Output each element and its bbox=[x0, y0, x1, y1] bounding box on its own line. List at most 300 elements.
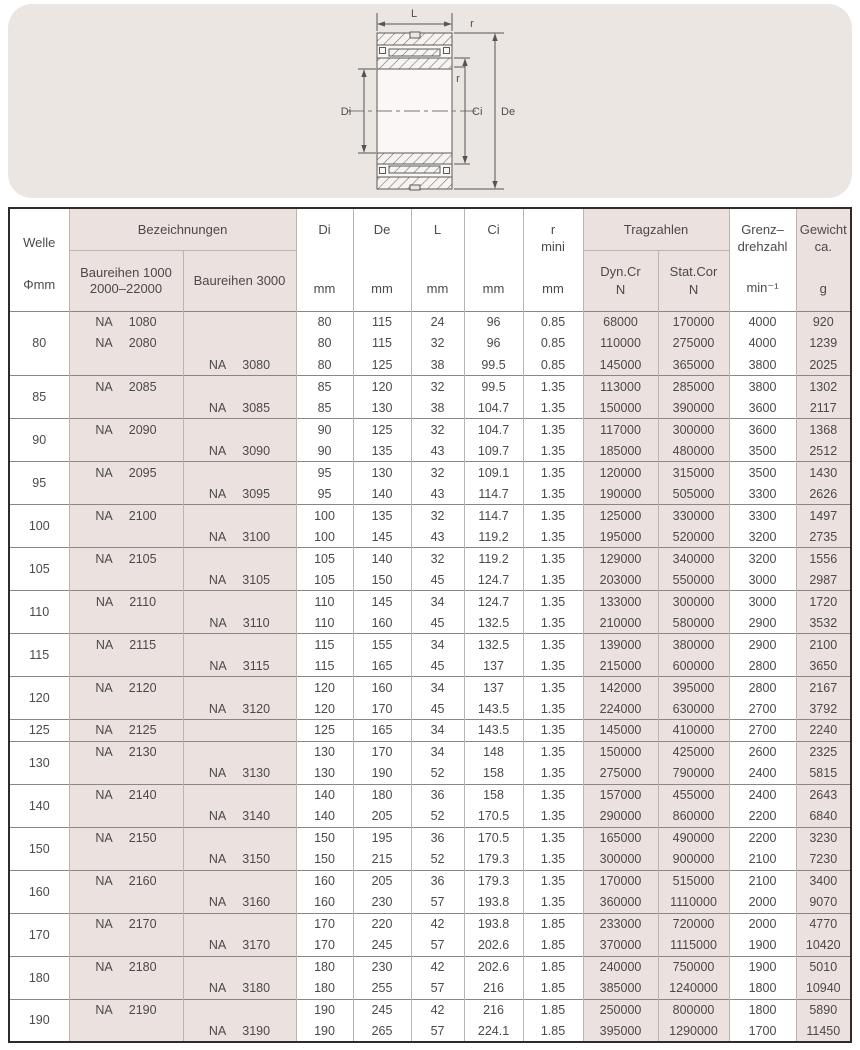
stat-cell: 380000 bbox=[658, 634, 729, 656]
stat-cell: 860000 bbox=[658, 806, 729, 828]
ci-cell: 143.5 bbox=[464, 720, 523, 742]
table-row bbox=[9, 505, 851, 527]
designation-3000-cell bbox=[183, 634, 296, 656]
ci-cell: 99.5 bbox=[464, 354, 523, 376]
dyn-cell: 145000 bbox=[583, 354, 658, 376]
gew-cell: 3792 bbox=[796, 698, 851, 720]
di-cell: 125 bbox=[296, 720, 353, 742]
welle-cell: 160 bbox=[9, 870, 69, 913]
designation-1000-cell bbox=[69, 419, 183, 441]
dyn-cell: 395000 bbox=[583, 1021, 658, 1043]
designation-1000-number: 2085 bbox=[128, 379, 157, 394]
table-row bbox=[9, 440, 851, 462]
table-row bbox=[9, 870, 851, 892]
table-row bbox=[9, 376, 851, 398]
designation-1000-prefix: NA bbox=[95, 551, 113, 566]
l-cell: 32 bbox=[411, 548, 464, 570]
gew-cell: 2626 bbox=[796, 483, 851, 505]
table-row bbox=[9, 999, 851, 1021]
designation-3000-prefix: NA bbox=[208, 357, 227, 372]
table-row bbox=[9, 483, 851, 505]
designation-3000-cell bbox=[183, 677, 296, 699]
designation-3000-prefix: NA bbox=[208, 809, 227, 823]
grenz-cell: 1700 bbox=[729, 1021, 796, 1043]
ci-cell: 132.5 bbox=[464, 634, 523, 656]
table-row bbox=[9, 892, 851, 914]
designation-3000-prefix: NA bbox=[208, 938, 227, 952]
de-cell: 165 bbox=[353, 655, 411, 677]
table-row bbox=[9, 526, 851, 548]
designation-1000-value bbox=[95, 380, 156, 394]
gew-cell: 5010 bbox=[796, 956, 851, 978]
designation-3000-number: 3170 bbox=[242, 938, 271, 952]
designation-1000-cell bbox=[69, 892, 183, 914]
de-cell: 220 bbox=[353, 913, 411, 935]
stat-cell: 480000 bbox=[658, 440, 729, 462]
de-cell: 145 bbox=[353, 591, 411, 613]
designation-1000-number: 1080 bbox=[128, 315, 157, 329]
de-cell: 145 bbox=[353, 526, 411, 548]
designation-3000-number: 3180 bbox=[242, 981, 271, 995]
dyn-cell: 385000 bbox=[583, 978, 658, 1000]
designation-3000-prefix: NA bbox=[208, 1023, 227, 1038]
l-cell: 57 bbox=[411, 892, 464, 914]
dim-label-Di: Di bbox=[340, 106, 352, 118]
di-cell: 150 bbox=[296, 849, 353, 871]
header-ci-label: Ci bbox=[487, 222, 500, 238]
table-header bbox=[9, 208, 851, 311]
de-cell: 165 bbox=[353, 720, 411, 742]
header-baureihen-3000: Baureihen 3000 bbox=[183, 250, 296, 311]
designation-1000-number: 2105 bbox=[128, 551, 157, 566]
designation-1000-cell bbox=[69, 655, 183, 677]
header-tragzahlen: Tragzahlen bbox=[583, 208, 729, 250]
dyn-cell: 185000 bbox=[583, 440, 658, 462]
header-l-label: L bbox=[433, 222, 442, 238]
designation-3000-cell bbox=[183, 698, 296, 720]
ci-cell: 96 bbox=[464, 333, 523, 355]
dyn-cell: 240000 bbox=[583, 956, 658, 978]
grenz-cell: 3500 bbox=[729, 440, 796, 462]
grenz-cell: 2100 bbox=[729, 870, 796, 892]
designation-3000-cell bbox=[183, 548, 296, 570]
table-row bbox=[9, 591, 851, 613]
dyn-cell: 370000 bbox=[583, 935, 658, 957]
header-l-unit: mm bbox=[426, 281, 449, 297]
designation-1000-cell bbox=[69, 849, 183, 871]
de-cell: 245 bbox=[353, 999, 411, 1021]
ci-cell: 202.6 bbox=[464, 935, 523, 957]
ci-cell: 216 bbox=[464, 978, 523, 1000]
de-cell: 155 bbox=[353, 634, 411, 656]
header-baureihen-1000 bbox=[69, 250, 183, 311]
grenz-cell: 3500 bbox=[729, 462, 796, 484]
grenz-cell: 1900 bbox=[729, 956, 796, 978]
r-cell: 1.85 bbox=[523, 999, 583, 1021]
di-cell: 170 bbox=[296, 913, 353, 935]
designation-3000-value bbox=[209, 530, 270, 544]
welle-cell: 115 bbox=[9, 634, 69, 677]
dyn-cell: 68000 bbox=[583, 311, 658, 333]
stat-cell: 285000 bbox=[658, 376, 729, 398]
table-row bbox=[9, 763, 851, 785]
table-row bbox=[9, 462, 851, 484]
dyn-cell: 195000 bbox=[583, 526, 658, 548]
table-row bbox=[9, 913, 851, 935]
designation-1000-cell bbox=[69, 612, 183, 634]
stat-cell: 520000 bbox=[658, 526, 729, 548]
designation-1000-cell bbox=[69, 397, 183, 419]
table-row bbox=[9, 634, 851, 656]
di-cell: 85 bbox=[296, 397, 353, 419]
ci-cell: 96 bbox=[464, 311, 523, 333]
ci-cell: 119.2 bbox=[464, 526, 523, 548]
header-r-mini bbox=[523, 208, 583, 311]
l-cell: 42 bbox=[411, 999, 464, 1021]
designation-1000-prefix: NA bbox=[95, 594, 114, 609]
r-cell: 1.35 bbox=[523, 462, 583, 484]
de-cell: 130 bbox=[353, 462, 411, 484]
r-cell: 1.35 bbox=[523, 784, 583, 806]
designation-3000-prefix: NA bbox=[209, 658, 227, 673]
designation-3000-cell bbox=[183, 591, 296, 613]
ci-cell: 114.7 bbox=[464, 483, 523, 505]
designation-1000-prefix: NA bbox=[95, 422, 113, 437]
dyn-cell: 215000 bbox=[583, 655, 658, 677]
ci-cell: 124.7 bbox=[464, 569, 523, 591]
designation-3000-value bbox=[209, 852, 270, 866]
grenz-cell: 2000 bbox=[729, 892, 796, 914]
l-cell: 36 bbox=[411, 870, 464, 892]
de-cell: 205 bbox=[353, 806, 411, 828]
de-cell: 135 bbox=[353, 440, 411, 462]
designation-1000-cell bbox=[69, 720, 183, 742]
r-cell: 1.35 bbox=[523, 376, 583, 398]
designation-1000-prefix: NA bbox=[95, 465, 113, 480]
stat-cell: 275000 bbox=[658, 333, 729, 355]
header-di-unit: mm bbox=[313, 281, 336, 297]
r-cell: 0.85 bbox=[523, 354, 583, 376]
bearing-cross-section-diagram bbox=[8, 4, 852, 198]
designation-3000-cell bbox=[183, 978, 296, 1000]
di-cell: 140 bbox=[296, 784, 353, 806]
welle-cell: 120 bbox=[9, 677, 69, 720]
table-row bbox=[9, 741, 851, 763]
l-cell: 32 bbox=[411, 376, 464, 398]
designation-3000-cell bbox=[183, 419, 296, 441]
stat-cell: 410000 bbox=[658, 720, 729, 742]
table-row bbox=[9, 569, 851, 591]
header-dyncr bbox=[583, 250, 658, 311]
header-grenz-unit: min⁻¹ bbox=[746, 280, 779, 296]
welle-cell: 125 bbox=[9, 720, 69, 742]
ci-cell: 158 bbox=[464, 763, 523, 785]
designation-3000-number: 3090 bbox=[242, 443, 271, 458]
l-cell: 34 bbox=[411, 720, 464, 742]
stat-cell: 340000 bbox=[658, 548, 729, 570]
designation-3000-number: 3150 bbox=[242, 852, 271, 866]
dim-label-Ci: Ci bbox=[472, 106, 483, 118]
gew-cell: 11450 bbox=[796, 1021, 851, 1043]
l-cell: 52 bbox=[411, 849, 464, 871]
de-cell: 255 bbox=[353, 978, 411, 1000]
header-bezeichnungen: Bezeichnungen bbox=[69, 208, 296, 250]
grenz-cell: 3800 bbox=[729, 354, 796, 376]
dyn-cell: 142000 bbox=[583, 677, 658, 699]
table-row bbox=[9, 677, 851, 699]
grenz-cell: 3300 bbox=[729, 505, 796, 527]
ci-cell: 109.1 bbox=[464, 462, 523, 484]
header-r-label: r bbox=[550, 222, 556, 238]
stat-cell: 750000 bbox=[658, 956, 729, 978]
designation-1000-cell bbox=[69, 806, 183, 828]
designation-1000-number: 2170 bbox=[128, 917, 157, 931]
welle-cell: 150 bbox=[9, 827, 69, 870]
gew-cell: 2167 bbox=[796, 677, 851, 699]
designation-1000-cell bbox=[69, 505, 183, 527]
designation-1000-cell bbox=[69, 526, 183, 548]
designation-3000-cell bbox=[183, 612, 296, 634]
di-cell: 80 bbox=[296, 333, 353, 355]
header-ci bbox=[464, 208, 523, 311]
header-welle-unit: Φmm bbox=[23, 277, 56, 293]
designation-1000-prefix: NA bbox=[95, 1003, 113, 1017]
gew-cell: 7230 bbox=[796, 849, 851, 871]
designation-3000-value bbox=[209, 401, 270, 415]
di-cell: 90 bbox=[296, 440, 353, 462]
ci-cell: 148 bbox=[464, 741, 523, 763]
grenz-cell: 2800 bbox=[729, 677, 796, 699]
dyn-cell: 170000 bbox=[583, 870, 658, 892]
header-de bbox=[353, 208, 411, 311]
de-cell: 140 bbox=[353, 548, 411, 570]
ci-cell: 179.3 bbox=[464, 849, 523, 871]
table-row bbox=[9, 978, 851, 1000]
gew-cell: 1430 bbox=[796, 462, 851, 484]
ci-cell: 132.5 bbox=[464, 612, 523, 634]
inner-ring-top bbox=[377, 58, 452, 69]
de-cell: 120 bbox=[353, 376, 411, 398]
di-cell: 190 bbox=[296, 999, 353, 1021]
dyn-cell: 117000 bbox=[583, 419, 658, 441]
dyn-cell: 275000 bbox=[583, 763, 658, 785]
designation-3000-cell bbox=[183, 806, 296, 828]
designation-1000-value bbox=[95, 745, 156, 759]
de-cell: 180 bbox=[353, 784, 411, 806]
designation-1000-prefix: NA bbox=[95, 831, 113, 845]
welle-cell: 80 bbox=[9, 311, 69, 376]
designation-3000-cell bbox=[183, 956, 296, 978]
designation-3000-prefix: NA bbox=[208, 572, 227, 587]
ci-cell: 224.1 bbox=[464, 1021, 523, 1043]
gew-cell: 2735 bbox=[796, 526, 851, 548]
welle-cell: 130 bbox=[9, 741, 69, 784]
table-row bbox=[9, 827, 851, 849]
dyn-cell: 133000 bbox=[583, 591, 658, 613]
designation-3000-prefix: NA bbox=[208, 486, 227, 501]
designation-1000-number: 2115 bbox=[129, 637, 157, 652]
designation-3000-cell bbox=[183, 827, 296, 849]
designation-1000-number: 2095 bbox=[128, 465, 157, 480]
designation-3000-value bbox=[209, 444, 270, 458]
grenz-cell: 3000 bbox=[729, 569, 796, 591]
stat-cell: 315000 bbox=[658, 462, 729, 484]
designation-3000-value bbox=[209, 895, 270, 909]
gew-cell: 10940 bbox=[796, 978, 851, 1000]
grenz-cell: 4000 bbox=[729, 311, 796, 333]
stat-cell: 600000 bbox=[658, 655, 729, 677]
designation-3000-value bbox=[209, 358, 270, 372]
designation-3000-cell bbox=[183, 849, 296, 871]
dyn-cell: 129000 bbox=[583, 548, 658, 570]
stat-cell: 515000 bbox=[658, 870, 729, 892]
stat-cell: 550000 bbox=[658, 569, 729, 591]
inner-ring-bottom bbox=[377, 153, 452, 164]
gew-cell: 2643 bbox=[796, 784, 851, 806]
r-cell: 1.35 bbox=[523, 741, 583, 763]
l-cell: 38 bbox=[411, 397, 464, 419]
de-cell: 115 bbox=[353, 311, 411, 333]
di-cell: 130 bbox=[296, 763, 353, 785]
designation-1000-cell bbox=[69, 483, 183, 505]
header-de-label: De bbox=[373, 222, 391, 238]
needle-rollers-bottom bbox=[389, 166, 440, 173]
grenz-cell: 3600 bbox=[729, 397, 796, 419]
ci-cell: 99.5 bbox=[464, 376, 523, 398]
de-cell: 205 bbox=[353, 870, 411, 892]
gew-cell: 1497 bbox=[796, 505, 851, 527]
dyn-cell: 157000 bbox=[583, 784, 658, 806]
designation-3000-cell bbox=[183, 376, 296, 398]
de-cell: 265 bbox=[353, 1021, 411, 1043]
designation-3000-cell bbox=[183, 913, 296, 935]
designation-1000-cell bbox=[69, 698, 183, 720]
designation-3000-prefix: NA bbox=[208, 701, 227, 716]
designation-3000-value bbox=[209, 573, 270, 587]
l-cell: 32 bbox=[411, 505, 464, 527]
designation-1000-number: 2140 bbox=[128, 788, 157, 802]
di-cell: 160 bbox=[296, 892, 353, 914]
designation-1000-number: 2110 bbox=[129, 594, 157, 609]
l-cell: 32 bbox=[411, 419, 464, 441]
ci-cell: 158 bbox=[464, 784, 523, 806]
designation-3000-number: 3115 bbox=[242, 658, 270, 673]
dyn-cell: 110000 bbox=[583, 333, 658, 355]
gew-cell: 1302 bbox=[796, 376, 851, 398]
designation-1000-value bbox=[95, 509, 156, 523]
l-cell: 45 bbox=[411, 612, 464, 634]
designation-1000-cell bbox=[69, 956, 183, 978]
header-gewicht-unit: g bbox=[819, 281, 827, 297]
header-dyncr-unit: N bbox=[615, 281, 626, 297]
designation-1000-prefix: NA bbox=[95, 745, 113, 759]
de-cell: 160 bbox=[353, 612, 411, 634]
di-cell: 80 bbox=[296, 311, 353, 333]
designation-1000-value bbox=[95, 831, 156, 845]
r-cell: 1.35 bbox=[523, 397, 583, 419]
grenz-cell: 4000 bbox=[729, 333, 796, 355]
designation-1000-value bbox=[95, 723, 156, 737]
header-grenzdrehzahl bbox=[729, 208, 796, 311]
de-cell: 170 bbox=[353, 741, 411, 763]
grenz-cell: 2200 bbox=[729, 827, 796, 849]
dyn-cell: 125000 bbox=[583, 505, 658, 527]
designation-1000-value bbox=[95, 336, 156, 350]
r-cell: 1.35 bbox=[523, 569, 583, 591]
r-cell: 1.35 bbox=[523, 655, 583, 677]
designation-1000-cell bbox=[69, 634, 183, 656]
table-row bbox=[9, 698, 851, 720]
grenz-cell: 2900 bbox=[729, 612, 796, 634]
designation-3000-number: 3080 bbox=[242, 357, 271, 372]
header-gewicht-line1: Gewicht bbox=[799, 222, 847, 238]
designation-1000-cell bbox=[69, 827, 183, 849]
di-cell: 105 bbox=[296, 548, 353, 570]
ci-cell: 170.5 bbox=[464, 806, 523, 828]
l-cell: 34 bbox=[411, 591, 464, 613]
designation-1000-cell bbox=[69, 741, 183, 763]
designation-1000-cell bbox=[69, 376, 183, 398]
gew-cell: 3230 bbox=[796, 827, 851, 849]
r-cell: 1.35 bbox=[523, 419, 583, 441]
designation-1000-number: 2150 bbox=[128, 831, 157, 845]
gew-cell: 3532 bbox=[796, 612, 851, 634]
r-cell: 1.85 bbox=[523, 935, 583, 957]
grenz-cell: 2400 bbox=[729, 763, 796, 785]
l-cell: 32 bbox=[411, 333, 464, 355]
header-dyncr-label: Dyn.Cr bbox=[600, 263, 641, 279]
dim-label-L: L bbox=[410, 8, 418, 20]
designation-3000-prefix: NA bbox=[208, 529, 227, 544]
di-cell: 95 bbox=[296, 483, 353, 505]
designation-1000-cell bbox=[69, 569, 183, 591]
designation-3000-value bbox=[209, 659, 269, 673]
header-gewicht-line2: ca. bbox=[814, 238, 832, 254]
ci-cell: 104.7 bbox=[464, 419, 523, 441]
r-cell: 0.85 bbox=[523, 311, 583, 333]
designation-3000-number: 3095 bbox=[242, 486, 271, 501]
designation-3000-cell bbox=[183, 569, 296, 591]
designation-3000-prefix: NA bbox=[208, 981, 227, 995]
l-cell: 45 bbox=[411, 655, 464, 677]
di-cell: 150 bbox=[296, 827, 353, 849]
de-cell: 150 bbox=[353, 569, 411, 591]
designation-1000-number: 2080 bbox=[128, 336, 157, 351]
dyn-cell: 145000 bbox=[583, 720, 658, 742]
designation-3000-number: 3120 bbox=[242, 701, 271, 716]
header-di bbox=[296, 208, 353, 311]
dyn-cell: 203000 bbox=[583, 569, 658, 591]
designation-3000-prefix: NA bbox=[209, 615, 227, 630]
designation-3000-cell bbox=[183, 892, 296, 914]
stat-cell: 365000 bbox=[658, 354, 729, 376]
header-ci-unit: mm bbox=[482, 281, 505, 297]
dyn-cell: 210000 bbox=[583, 612, 658, 634]
ci-cell: 143.5 bbox=[464, 698, 523, 720]
l-cell: 45 bbox=[411, 569, 464, 591]
dyn-cell: 139000 bbox=[583, 634, 658, 656]
dim-label-De: De bbox=[501, 106, 516, 118]
l-cell: 42 bbox=[411, 956, 464, 978]
stat-cell: 490000 bbox=[658, 827, 729, 849]
de-cell: 125 bbox=[353, 354, 411, 376]
designation-1000-number: 2090 bbox=[128, 422, 157, 437]
gew-cell: 9070 bbox=[796, 892, 851, 914]
di-cell: 140 bbox=[296, 806, 353, 828]
grenz-cell: 2000 bbox=[729, 913, 796, 935]
designation-1000-number: 2100 bbox=[128, 508, 157, 523]
l-cell: 34 bbox=[411, 741, 464, 763]
